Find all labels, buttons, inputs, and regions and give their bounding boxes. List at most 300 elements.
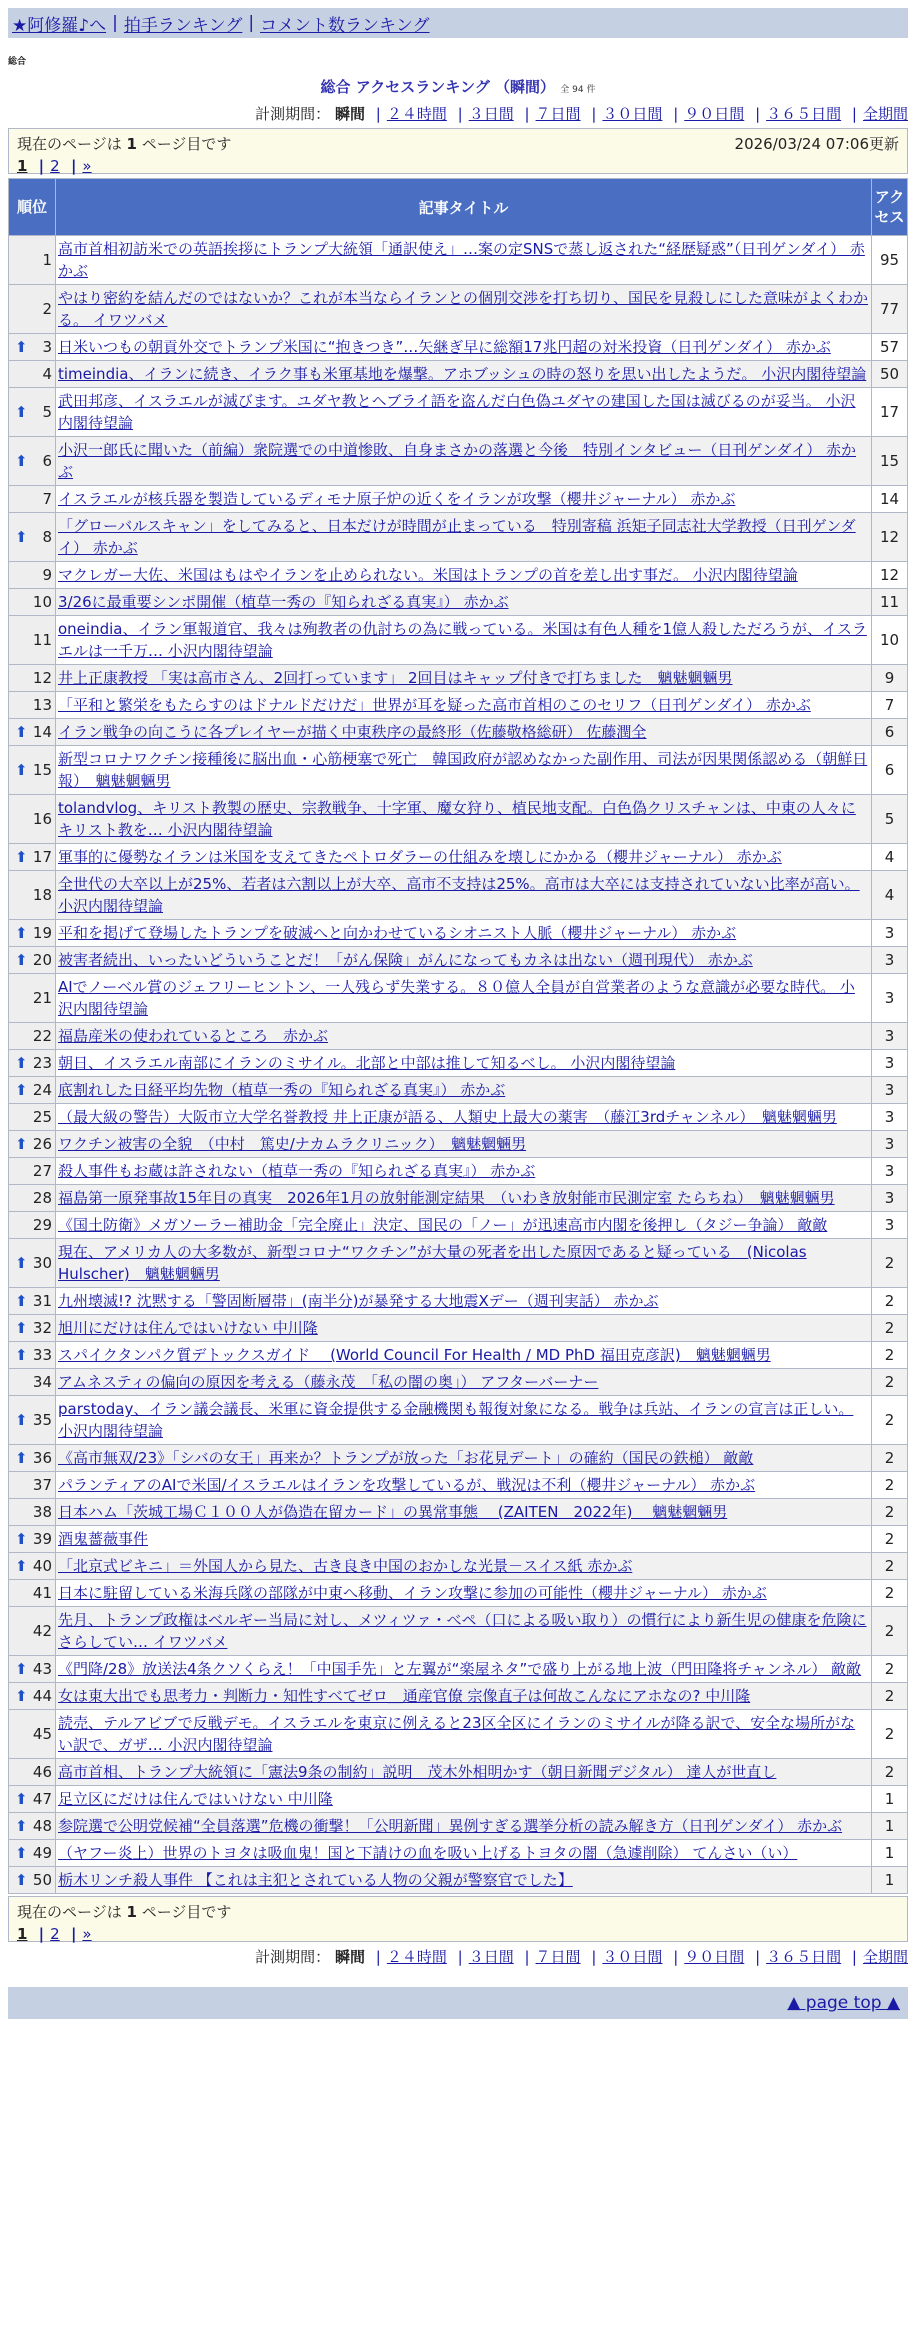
title-cell (56, 1840, 872, 1867)
article-title-link[interactable]: ワクチン被害の全貌 （中村 篤史/ナカムラクリニック） 魑魅魍魎男 (58, 1135, 527, 1153)
access-count: 11 (872, 589, 908, 616)
up-arrow-icon: ⬆ (15, 1844, 28, 1862)
rank-cell (9, 692, 56, 719)
page-status (17, 1901, 231, 1922)
rank-cell (9, 1342, 56, 1369)
period-separator: | (755, 105, 761, 123)
title-cell (56, 1131, 872, 1158)
period-label: 計測期間： (255, 105, 331, 123)
pagination-box-top (8, 128, 908, 174)
article-title-link[interactable]: 新型コロナワクチン接種後に脳出血・心筋梗塞で死亡 韓国政府が認めなかった副作用、司法が因果関係認める（朝鮮日報） 魑魅魍魎男 (58, 750, 868, 790)
article-title-link[interactable]: 「グローバルスキャン」をしてみると、日本だけが時間が止まっている 特別寄稿 浜矩子同志社大学教授（日刊ゲンダイ） 赤かぶ (58, 517, 856, 557)
period-separator: | (851, 105, 857, 123)
article-title-link[interactable]: 酒鬼薔薇事件 (58, 1530, 149, 1548)
rank-cell (9, 719, 56, 746)
table-row (9, 486, 908, 513)
title-cell (56, 1212, 872, 1239)
rank-number: 37 (32, 1476, 52, 1494)
rank-cell (9, 1813, 56, 1840)
access-count: 7 (872, 692, 908, 719)
access-count: 14 (872, 486, 908, 513)
access-count: 3 (872, 947, 908, 974)
access-count: 2 (872, 1710, 908, 1759)
article-title-link[interactable]: 日米いつもの朝貢外交でトランプ米国に“抱きつき”…矢継ぎ早に総額17兆円超の対米投資（日刊ゲンダイ） 赤かぶ (58, 338, 831, 356)
rank-number: 1 (42, 251, 52, 269)
article-title-link[interactable]: スパイクタンパク質デトックスガイド (World Council For Health / MD PhD 福田克彦訳) 魑魅魍魎男 (58, 1346, 771, 1364)
rank-cell (9, 1212, 56, 1239)
access-count: 2 (872, 1342, 908, 1369)
table-row (9, 616, 908, 665)
top-nav-bar (8, 8, 908, 38)
table-row (9, 1369, 908, 1396)
rank-cell (9, 974, 56, 1023)
page-status (17, 133, 231, 154)
rank-cell (9, 361, 56, 388)
rank-cell (9, 1683, 56, 1710)
rank-number: 23 (32, 1054, 52, 1072)
rank-cell (9, 1786, 56, 1813)
up-arrow-icon: ⬆ (15, 1411, 28, 1429)
access-count: 1 (872, 1840, 908, 1867)
pager-next-link[interactable]: » (82, 1925, 92, 1943)
article-title-link[interactable]: 殺人事件もお蔵は許されない（植草一秀の『知られざる真実』） 赤かぶ (58, 1162, 536, 1180)
article-title-link[interactable]: 日本に駐留している米海兵隊の部隊が中東へ移動、イラン攻撃に参加の可能性（櫻井ジャーナル） 赤かぶ (58, 1584, 767, 1602)
table-row (9, 1212, 908, 1239)
table-row (9, 974, 908, 1023)
table-row (9, 1288, 908, 1315)
access-count: 6 (872, 746, 908, 795)
title-cell (56, 1683, 872, 1710)
title-cell (56, 285, 872, 334)
access-count: 5 (872, 795, 908, 844)
table-row (9, 285, 908, 334)
up-arrow-icon: ⬆ (15, 1687, 28, 1705)
period-90d-link[interactable]: ９０日間 (684, 1948, 745, 1966)
up-arrow-icon: ⬆ (15, 1817, 28, 1835)
rank-number: 50 (32, 1871, 52, 1889)
rank-number: 9 (42, 566, 52, 584)
article-title-link[interactable]: 武田邦彦、イスラエルが滅びます。ユダヤ教とヘブライ語を盗んだ白色偽ユダヤの建国した国は滅びるのが妥当。 小沢内閣待望論 (58, 392, 856, 432)
page-status-number: 1 (126, 1903, 137, 1921)
title-cell (56, 1185, 872, 1212)
title-cell (56, 746, 872, 795)
table-row (9, 920, 908, 947)
rank-number: 20 (32, 951, 52, 969)
rank-cell (9, 1867, 56, 1894)
period-7d-link[interactable]: ７日間 (535, 1948, 581, 1966)
rank-cell (9, 236, 56, 285)
rank-number: 7 (42, 490, 52, 508)
title-cell (56, 1239, 872, 1288)
access-count: 2 (872, 1396, 908, 1445)
title-cell (56, 1813, 872, 1840)
rank-number: 34 (32, 1373, 52, 1391)
table-row (9, 1131, 908, 1158)
title-cell (56, 974, 872, 1023)
access-count: 1 (872, 1867, 908, 1894)
rank-cell (9, 486, 56, 513)
period-current: 瞬間 (334, 105, 365, 123)
rank-number: 16 (32, 810, 52, 828)
access-count: 3 (872, 1131, 908, 1158)
rank-cell (9, 844, 56, 871)
access-count: 12 (872, 513, 908, 562)
up-arrow-icon: ⬆ (15, 848, 28, 866)
table-row (9, 236, 908, 285)
up-arrow-icon: ⬆ (15, 951, 28, 969)
title-cell (56, 486, 872, 513)
period-separator: | (457, 105, 463, 123)
period-365d-link[interactable]: ３６５日間 (766, 105, 842, 123)
rank-cell (9, 1553, 56, 1580)
rank-cell (9, 388, 56, 437)
article-title-link[interactable]: イスラエルが核兵器を製造しているディモナ原子炉の近くをイランが攻撃（櫻井ジャーナル） 赤かぶ (58, 490, 736, 508)
table-row (9, 589, 908, 616)
article-title-link[interactable]: 栃木リンチ殺人事件 【これは主犯とされている人物の父親が警察官でした】 (58, 1871, 573, 1889)
title-cell (56, 1786, 872, 1813)
period-separator: | (673, 105, 679, 123)
article-title-link[interactable]: 3/26に最重要シンポ開催（植草一秀の『知られざる真実』） 赤かぶ (58, 593, 509, 611)
rank-number: 44 (32, 1687, 52, 1705)
rank-number: 38 (32, 1503, 52, 1521)
table-row (9, 1315, 908, 1342)
pager-current-page: 1 (17, 157, 28, 175)
access-count: 2 (872, 1656, 908, 1683)
title-cell (56, 1445, 872, 1472)
access-count: 2 (872, 1580, 908, 1607)
rank-number: 4 (42, 365, 52, 383)
table-row (9, 1077, 908, 1104)
period-30d-link[interactable]: ３０日間 (602, 105, 663, 123)
access-count: 3 (872, 1185, 908, 1212)
title-cell (56, 1288, 872, 1315)
article-title-link[interactable]: 《高市無双/23》「シバの女王」再来か？トランプが放った「お花見デート」の確約（国民の鉄槌） 敵敵 (58, 1449, 754, 1467)
rank-number: 30 (32, 1254, 52, 1272)
table-row (9, 1683, 908, 1710)
rank-cell (9, 1499, 56, 1526)
article-title-link[interactable]: AIでノーベル賞のジェフリーヒントン、一人残らず失業する。８０億人全員が自営業者のような意識が必要な時代。 小沢内閣待望論 (58, 978, 855, 1018)
up-arrow-icon: ⬆ (15, 403, 28, 421)
rank-cell (9, 1580, 56, 1607)
access-count: 2 (872, 1683, 908, 1710)
article-title-link[interactable]: 平和を掲げて登場したトランプを破滅へと向かわせているシオニスト人脈（櫻井ジャーナル） 赤かぶ (58, 924, 737, 942)
rank-cell (9, 589, 56, 616)
rank-cell (9, 1288, 56, 1315)
rank-cell (9, 1759, 56, 1786)
article-title-link[interactable]: 《国土防衛》メガソーラー補助金「完全廃止」決定、国民の「ノー」が迅速高市内閣を後押し（タジー争論） 敵敵 (58, 1216, 828, 1234)
article-title-link[interactable]: やはり密約を結んだのではないか？これが本当ならイランとの個別交渉を打ち切り、国民を見殺しにした意味がよくわかる。 イワツバメ (58, 289, 869, 329)
article-title-link[interactable]: 読売、テルアビブで反戦デモ。イスラエルを東京に例えると23区全区にイランのミサイルが降る訳で、安全な場所がない訳で、ガザ… 小沢内閣待望論 (58, 1714, 856, 1754)
article-title-link[interactable]: イラン戦争の向こうに各プレイヤーが描く中東秩序の最終形（佐藤敬格総研） 佐藤潤全 (58, 723, 647, 741)
title-cell (56, 437, 872, 486)
title-cell (56, 692, 872, 719)
title-cell (56, 1104, 872, 1131)
pager-separator: | (38, 1925, 45, 1943)
clap-ranking-link[interactable]: 拍手ランキング (123, 15, 243, 36)
pager (17, 157, 899, 175)
title-cell (56, 665, 872, 692)
table-row (9, 1396, 908, 1445)
title-cell (56, 334, 872, 361)
title-cell (56, 1759, 872, 1786)
rank-number: 36 (32, 1449, 52, 1467)
article-title-link[interactable]: パランティアのAIで米国/イスラエルはイランを攻撃しているが、戦況は不利（櫻井ジャーナル） 赤かぶ (58, 1476, 756, 1494)
up-arrow-icon: ⬆ (15, 1081, 28, 1099)
pager-next-link[interactable]: » (82, 157, 92, 175)
rank-number: 15 (32, 761, 52, 779)
title-cell (56, 1023, 872, 1050)
header-rank: 順位 (9, 179, 56, 236)
period-separator: | (591, 105, 597, 123)
period-separator: | (524, 1948, 530, 1966)
table-row (9, 437, 908, 486)
table-row (9, 947, 908, 974)
access-count: 2 (872, 1607, 908, 1656)
article-title-link[interactable]: 《門降/28》放送法4条クソくらえ！「中国手先」と左翼が“楽屋ネタ”で盛り上がる地上波（門田隆将チャンネル） 敵敵 (58, 1660, 862, 1678)
nav-separator: | (248, 13, 255, 33)
up-arrow-icon: ⬆ (15, 1449, 28, 1467)
rank-cell (9, 1607, 56, 1656)
ranking-table-body (9, 236, 908, 1894)
period-all-link[interactable]: 全期間 (862, 105, 908, 123)
rank-number: 17 (32, 848, 52, 866)
rank-number: 32 (32, 1319, 52, 1337)
home-link[interactable]: ★阿修羅♪へ (12, 15, 107, 36)
table-row (9, 1580, 908, 1607)
period-24h-link[interactable]: ２４時間 (386, 105, 447, 123)
period-separator: | (524, 105, 530, 123)
table-row (9, 1710, 908, 1759)
access-count: 12 (872, 562, 908, 589)
article-title-link[interactable]: 現在、アメリカ人の大多数が、新型コロナ“ワクチン”が大量の死者を出した原因であると疑っている (Nicolas Hulscher) 魑魅魍魎男 (58, 1243, 807, 1283)
article-title-link[interactable]: （最大級の警告）大阪市立大学名誉教授 井上正康が語る、人類史上最大の薬害 （藤江3rdチャンネル） 魑魅魍魎男 (58, 1108, 837, 1126)
article-title-link[interactable]: 被害者続出、いったいどういうことだ！「がん保険」がんになってもカネは出ない（週刊現代） 赤かぶ (58, 951, 753, 969)
up-arrow-icon: ⬆ (15, 1319, 28, 1337)
rank-number: 46 (32, 1763, 52, 1781)
rank-number: 8 (42, 528, 52, 546)
table-row (9, 334, 908, 361)
table-row (9, 665, 908, 692)
title-cell (56, 1077, 872, 1104)
title-cell (56, 795, 872, 844)
title-cell (56, 1526, 872, 1553)
title-cell (56, 1607, 872, 1656)
pager-current-page: 1 (17, 1925, 28, 1943)
article-title-link[interactable]: （ヤフー炎上）世界のトヨタは吸血鬼！国と下請けの血を吸い上げるトヨタの闇（急遽削除） てんさい（い） (58, 1844, 798, 1862)
article-title-link[interactable]: 底割れした日経平均先物（植草一秀の『知られざる真実』） 赤かぶ (58, 1081, 506, 1099)
title-cell (56, 719, 872, 746)
article-title-link[interactable]: 日本ハム「茨城工場Ｃ１００人が偽造在留カード」の異常事態 (ZAITEN 2022年) 魑魅魍魎男 (58, 1503, 728, 1521)
article-title-link[interactable]: 福島産米の使われているところ 赤かぶ (58, 1027, 329, 1045)
title-cell (56, 947, 872, 974)
period-all-link[interactable]: 全期間 (862, 1948, 908, 1966)
rank-cell (9, 1840, 56, 1867)
rank-number: 42 (32, 1622, 52, 1640)
pager-separator: | (70, 1925, 77, 1943)
rank-number: 13 (32, 696, 52, 714)
access-count: 3 (872, 1077, 908, 1104)
article-title-link[interactable]: 高市首相、トランプ大統領に「憲法9条の制約」説明 茂木外相明かす（朝日新聞デジタル） 達人が世直し (58, 1763, 777, 1781)
title-cell (56, 589, 872, 616)
title-cell (56, 920, 872, 947)
table-row (9, 1759, 908, 1786)
section-label: 総合 (8, 57, 27, 67)
rank-cell (9, 1445, 56, 1472)
nav-separator: | (112, 13, 118, 33)
period-7d-link[interactable]: ７日間 (535, 105, 581, 123)
comment-ranking-link[interactable]: コメント数ランキング (260, 15, 430, 36)
page-status-prefix: 現在のページは (17, 135, 122, 153)
rank-cell (9, 285, 56, 334)
article-title-link[interactable]: 全世代の大卒以上が25%、若者は六割以上が大卒、高市不支持は25%。高市は大卒には支持されていない比率が高い。 小沢内閣待望論 (58, 875, 860, 915)
article-title-link[interactable]: 足立区にだけは住んではいけない 中川隆 (58, 1790, 333, 1808)
up-arrow-icon: ⬆ (15, 1292, 28, 1310)
rank-number: 47 (32, 1790, 52, 1808)
rank-number: 10 (32, 593, 52, 611)
up-arrow-icon: ⬆ (15, 1346, 28, 1364)
title-cell (56, 616, 872, 665)
rank-cell (9, 947, 56, 974)
access-count: 17 (872, 388, 908, 437)
access-count: 3 (872, 974, 908, 1023)
rank-number: 11 (32, 631, 52, 649)
page-status-prefix: 現在のページは (17, 1903, 122, 1921)
table-header-row (9, 179, 908, 236)
access-count: 77 (872, 285, 908, 334)
pager-page-2-link[interactable]: 2 (50, 157, 60, 175)
period-3d-link[interactable]: ３日間 (468, 1948, 514, 1966)
period-separator: | (851, 1948, 857, 1966)
article-title-link[interactable]: 井上正康教授 「実は高市さん、2回打っています」 2回目はキャップ付きで打ちました 魑魅魍魎男 (58, 669, 733, 687)
rank-number: 43 (32, 1660, 52, 1678)
rank-cell (9, 1710, 56, 1759)
article-title-link[interactable]: アムネスティの偏向の原因を考える（藤永茂 「私の闇の奥」） アフターバーナー (58, 1373, 599, 1391)
title-cell (56, 1315, 872, 1342)
rank-cell (9, 1023, 56, 1050)
rank-number: 14 (32, 723, 52, 741)
article-title-link[interactable]: 朝日、イスラエル南部にイランのミサイル。北部と中部は推して知るべし。 小沢内閣待望論 (58, 1054, 676, 1072)
table-row (9, 361, 908, 388)
rank-number: 21 (32, 989, 52, 1007)
rank-cell (9, 562, 56, 589)
rank-cell (9, 1131, 56, 1158)
article-title-link[interactable]: 高市首相初訪米での英語挨拶にトランプ大統領「通訳使え」…案の定SNSで蒸し返された“経歴疑惑”（日刊ゲンダイ） 赤かぶ (58, 240, 865, 280)
article-title-link[interactable]: 軍事的に優勢なイランは米国を支えてきたペトロダラーの仕組みを壊しにかかる（櫻井ジャーナル） 赤かぶ (58, 848, 782, 866)
title-cell (56, 1369, 872, 1396)
table-row (9, 871, 908, 920)
rank-cell (9, 1239, 56, 1288)
table-row (9, 1104, 908, 1131)
title-cell (56, 1472, 872, 1499)
page-title: 総合 アクセスランキング （瞬間） (320, 78, 556, 96)
access-count: 50 (872, 361, 908, 388)
access-count: 95 (872, 236, 908, 285)
period-separator: | (457, 1948, 463, 1966)
table-row (9, 1786, 908, 1813)
rank-cell (9, 1050, 56, 1077)
period-24h-link[interactable]: ２４時間 (386, 1948, 447, 1966)
table-row (9, 1185, 908, 1212)
rank-cell (9, 1185, 56, 1212)
article-title-link[interactable]: 福島第一原発事故15年目の真実 2026年1月の放射能測定結果 （いわき放射能市民測定室 たらちね） 魑魅魍魎男 (58, 1189, 835, 1207)
up-arrow-icon: ⬆ (15, 924, 28, 942)
period-90d-link[interactable]: ９０日間 (684, 105, 745, 123)
access-count: 2 (872, 1315, 908, 1342)
article-title-link[interactable]: 先月、トランプ政権はベルギー当局に対し、メツィツァ・べペ（口による吸い取り）の慣行により新生児の健康を危険にさらしてい… イワツバメ (58, 1611, 867, 1651)
up-arrow-icon: ⬆ (15, 452, 28, 470)
access-count: 2 (872, 1553, 908, 1580)
article-title-link[interactable]: 参院選で公明党候補“全員落選”危機の衝撃！「公明新聞」異例すぎる選挙分析の読み解き方（日刊ゲンダイ） 赤かぶ (58, 1817, 843, 1835)
ranking-table (8, 178, 908, 1894)
table-row (9, 1526, 908, 1553)
item-count: 全 94 件 (560, 85, 596, 95)
rank-number: 48 (32, 1817, 52, 1835)
rank-number: 19 (32, 924, 52, 942)
table-row (9, 513, 908, 562)
pager-page-2-link[interactable]: 2 (50, 1925, 60, 1943)
access-count: 2 (872, 1445, 908, 1472)
up-arrow-icon: ⬆ (15, 1790, 28, 1808)
updated-timestamp: 2026/03/24 07:06更新 (734, 135, 899, 153)
title-cell (56, 1553, 872, 1580)
table-row (9, 562, 908, 589)
table-row (9, 1023, 908, 1050)
access-count: 3 (872, 1050, 908, 1077)
up-arrow-icon: ⬆ (15, 1660, 28, 1678)
rank-cell (9, 746, 56, 795)
access-count: 3 (872, 1212, 908, 1239)
article-title-link[interactable]: oneindia、イラン軍報道官、我々は殉教者の仇討ちの為に戦っている。米国は有色人種を1億人殺しただろうが、イスラエルは一千万… 小沢内閣待望論 (58, 620, 867, 660)
access-count: 2 (872, 1499, 908, 1526)
table-row (9, 719, 908, 746)
table-row (9, 388, 908, 437)
period-separator: | (591, 1948, 597, 1966)
rank-cell (9, 1077, 56, 1104)
article-title-link[interactable]: 「北京式ビキニ」＝外国人から見た、古き良き中国のおかしな光景－スイス紙 赤かぶ (58, 1557, 633, 1575)
period-current: 瞬間 (334, 1948, 365, 1966)
period-3d-link[interactable]: ３日間 (468, 105, 514, 123)
page-top-link[interactable]: ▲ page top ▲ (787, 1993, 900, 2013)
article-title-link[interactable]: tolandvlog、キリスト教製の歴史、宗教戦争、十字軍、魔女狩り、植民地支配。白色偽クリスチャンは、中東の人々にキリスト教を… 小沢内閣待望論 (58, 799, 856, 839)
period-selector-top (0, 103, 916, 124)
rank-cell (9, 1158, 56, 1185)
rank-cell (9, 1472, 56, 1499)
rank-number: 12 (32, 669, 52, 687)
access-count: 2 (872, 1472, 908, 1499)
article-title-link[interactable]: timeindia、イランに続き、イラク事も米軍基地を爆撃。アホブッシュの時の怒りを思い出したようだ。 小沢内閣待望論 (58, 365, 867, 383)
up-arrow-icon: ⬆ (15, 1254, 28, 1272)
article-title-link[interactable]: 「平和と繁栄をもたらすのはドナルドだけだ」世界が耳を疑った高市首相のこのセリフ（日刊ゲンダイ） 赤かぶ (58, 696, 811, 714)
article-title-link[interactable]: 九州壊滅!? 沈黙する「警固断層帯」(南半分)が暴発する大地震Xデー（週刊実話） 赤かぶ (58, 1292, 659, 1310)
period-365d-link[interactable]: ３６５日間 (766, 1948, 842, 1966)
access-count: 10 (872, 616, 908, 665)
access-count: 4 (872, 844, 908, 871)
article-title-link[interactable]: parstoday、イラン議会議長、米軍に資金提供する金融機関も報復対象になる。戦争は兵站、イランの宣言は正しい。 小沢内閣待望論 (58, 1400, 854, 1440)
rank-number: 49 (32, 1844, 52, 1862)
title-cell (56, 361, 872, 388)
period-30d-link[interactable]: ３０日間 (602, 1948, 663, 1966)
title-cell (56, 871, 872, 920)
table-row (9, 1499, 908, 1526)
article-title-link[interactable]: 旭川にだけは住んではいけない 中川隆 (58, 1319, 318, 1337)
article-title-link[interactable]: 小沢一郎氏に聞いた（前編）衆院選での中道惨敗、自身まさかの落選と今後 特別インタビュー（日刊ゲンダイ） 赤かぶ (58, 441, 856, 481)
article-title-link[interactable]: マクレガー大佐、米国はもはやイランを止められない。米国はトランプの首を差し出す事だ。 小沢内閣待望論 (58, 566, 798, 584)
access-count: 2 (872, 1759, 908, 1786)
up-arrow-icon: ⬆ (15, 1871, 28, 1889)
table-row (9, 1553, 908, 1580)
title-cell (56, 1342, 872, 1369)
article-title-link[interactable]: 女は東大出でも思考力・判断力・知性すべてゼロ＿通産官僚 宗像直子は何故こんなにアホなの? 中川隆 (58, 1687, 751, 1705)
